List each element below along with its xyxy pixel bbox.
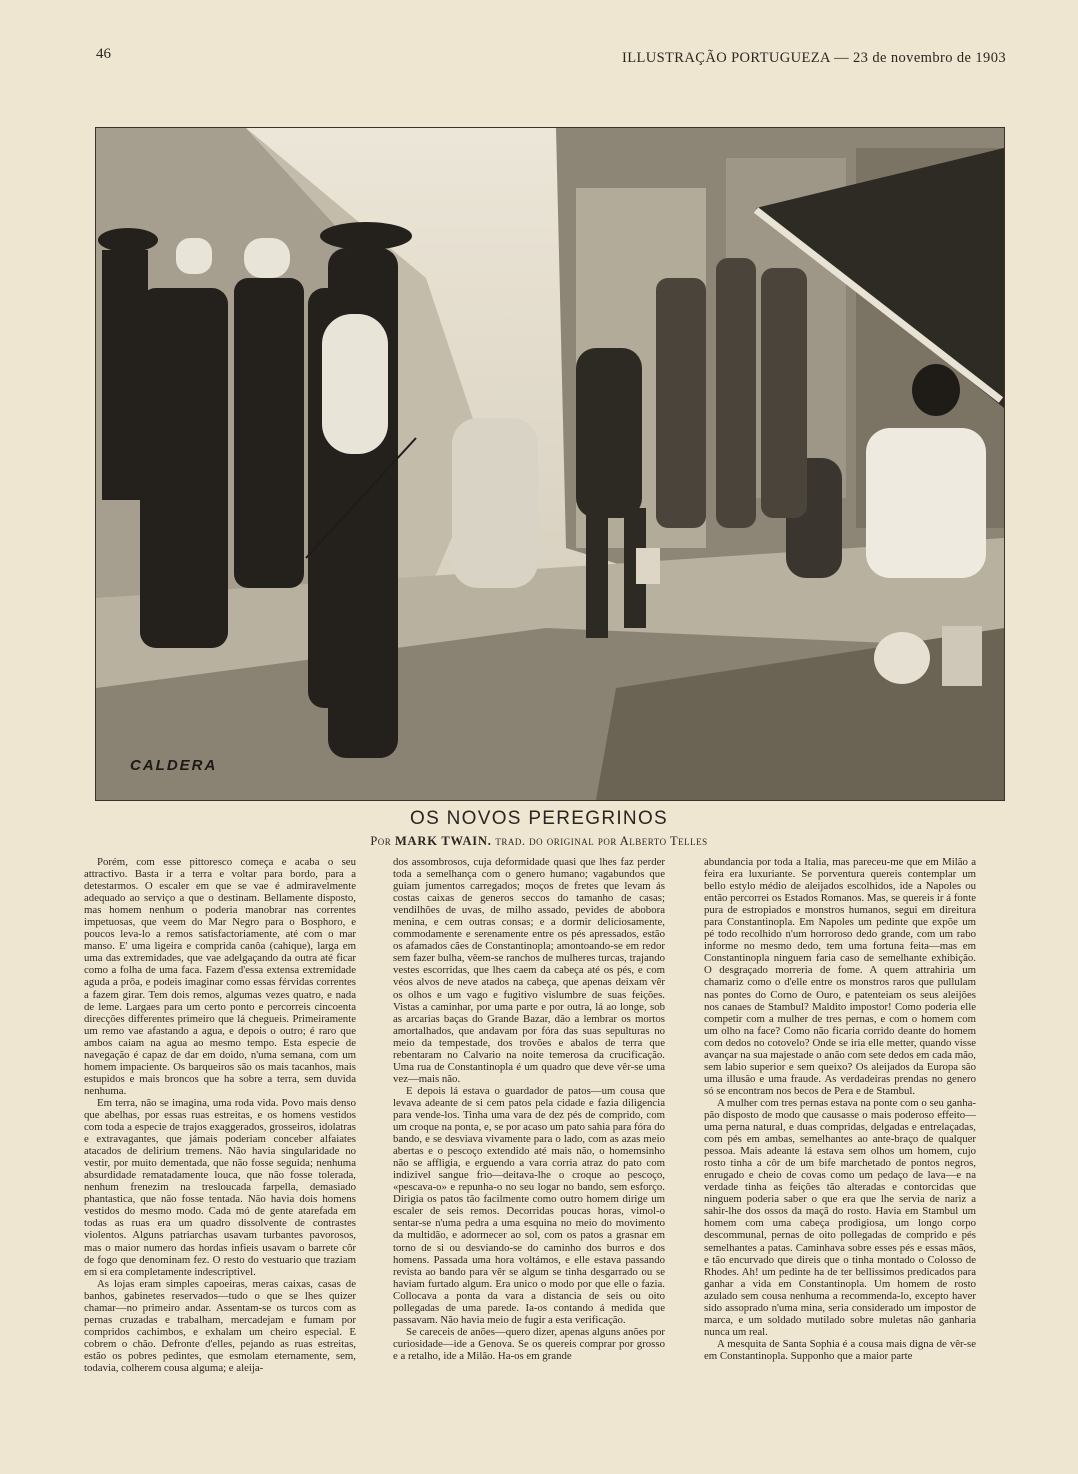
byline-translator: trad. do original por Alberto Telles (495, 834, 708, 848)
text-column-3 (704, 856, 976, 1456)
paragraph: dos assombrosos, cuja deformidade quasi que lhes faz perder toda a semelhança com o genero humano; vagabundos que guiam jumentos carregados; moços de fretes que levam ás costas caixas de generos seccos do tamanho de casas; vendilhões de uvas, de milho assado, pevides de abobora menina, e cem outras consas; e a dormir deliciosamente, commodamente e serenamente entre os pés apressados, estão os afamados cães de Constantinopla; amontoando-se em redor sem fazer bulha, vêem-se ranchos de mulheres turcas, trajando vestes escorridas, que lhes caem da cabeça até os pés, e com véos alvos de neve atados na cabeça, que apenas deixam vêr os olhos e um vago e fugitivo vislumbre de suas feições. Vistas a caminhar, por uma parte e por outra, lá ao longe, sob as arcarias baças do Grande Bazar, dão a lembrar os mortos amortalhados, que andavam por fóra das suas sepulturas no meio da tempestade, dos trovões e abalos de terra que rebentaram no Calvario na noite temerosa da crucificação. Uma rua de Constantinopla é um quadro que deve vêr-se uma vez—mais não. (393, 856, 665, 1085)
street-scene-engraving-icon (96, 128, 1004, 800)
text-column-1 (84, 856, 356, 1456)
text-column-2 (393, 856, 665, 1456)
artist-signature: CALDERA (130, 757, 218, 774)
paragraph: Em terra, não se imagina, uma roda vida. Povo mais denso que abelhas, por essas ruas estreitas, e os homens vestidos com toda a especie de trajos exaggerados, grosseiros, idolatras e extravagantes, que jámais poderiam conceber alfaiates atacados de delirium tremens. Não havia singularidade no vestir, por muito dementada, que não fosse seguida; nenhuma absurdidade rematadamente louca, que não fosse tolerada, nenhum frenezim na tresloucada farpella, demasiado phantastica, que não fosse tentada. Não havia dois homens vestidos do mesmo modo. Cada mó de gente atarefada em todas as ruas era um quadro dissolvente de contrastes violentos. Alguns patriarchas usavam turbantes pavorosos, mas o maior numero das hordas infieis usavam o barrete côr de fogo que denominam fez. O resto do vestuario que traziam em si era completamente indescriptivel. (84, 1096, 356, 1278)
paragraph: Porém, com esse pittoresco começa e acaba o seu attractivo. Basta ir a terra e voltar para bordo, para a detestarmos. O escaler em que se vae é admiravelmente adequado ao serviço a que o destinam. Bellamente disposto, mas homem nenhum o poderia manobrar nas correntes impetuosas, que veem do Mar Negro para o Bosphoro, e poucos leva-lo a remos satisfactoriamente, até com o mar manso. E' uma ligeira e comprida canôa (cahique), larga em uma das extremidades, que vae adelgaçando da outra até ficar como a folha de uma faca. Fazem d'essa extensa extremidade aguda a prôa, e podeis imaginar como essas férvidas correntes a fazem girar. Tem dois remos, algumas vezes quatro, e nada de leme. Largaes para um certo ponto e percorreis cincoenta direcções differentes primeiro que lá chegueis. Primeiramente um remo vae afastando a agua, e depois o outro; é raro que ambos caiam na agua ao mesmo tempo. Esta especie de navegação é capaz de dar em doido, n'uma semana, com um homem impaciente. Os barqueiros são os mais tacanhos, mais estupidos e mais broncos que ha sobre a terra, sem duvida nenhuma. (84, 856, 356, 1097)
byline (0, 834, 1078, 849)
article-title: OS NOVOS PEREGRINOS (409, 808, 669, 829)
illustration (95, 127, 1005, 801)
paragraph: A mesquita de Santa Sophia é a cousa mais digna de vêr-se em Constantinopla. Supponho que a maior parte (704, 1337, 976, 1362)
page-number: 46 (96, 46, 111, 62)
byline-prefix: Por (370, 834, 392, 848)
paragraph: Se careceis de anões—quero dizer, apenas alguns anões por curiosidade—ide a Genova. Se os quereis comprar por grosso e a retalho, ide a Milão. Ha-os em grande (393, 1325, 665, 1362)
running-head: ILLUSTRAÇÃO PORTUGUEZA — 23 de novembro de 1903 (621, 50, 1006, 66)
paragraph: abundancia por toda a Italia, mas pareceu-me que em Milão a feira era luxuriante. Se porventura quereis contemplar um bello estylo médio de aleijados escolhidos, ide a Napoles ou então percorrei os Estados Romanos. Mas, se quereis ir á fonte pura de estropiados e monstros humanos, segui em direitura para Constantinopla. Em Napoles um pedinte que expõe um pé todo recolhido n'um horroroso dedo grande, com um rabo informe no mesmo dedo, tem uma fortuna feita—mas em Constantinopla ninguem faria caso de semelhante exhibição. O desgraçado morreria de fome. A quem attrahiria um chamariz como o d'elle entre os monstros raros que pullulam nas pontes do Corno de Ouro, e patenteiam os seus aleijões nos canaes de Stambul? Maldito impostor! Como poderia elle competir com a mulher de tres pernas, e com o homem com um olho na face? Como não ficaria corrido deante do homem com dedos no cotovelo? Onde se iria elle metter, quando visse avançar na sua majestade o anão com sete dedos em cada mão, sem labio superior e sem queixo? Os aleijados da Europa são uma illusão e uma fraude. As verdadeiras prendas no genero só se encontram nos becos de Pera e de Stambul. (704, 856, 976, 1097)
paragraph: A mulher com tres pernas estava na ponte com o seu ganha-pão disposto de modo que causasse o mais poderoso effeito—uma perna natural, e duas compridas, delgadas e entrelaçadas, com pés em ambas, semelhantes ao ante-braço de qualquer pessoa. Mais adeante lá estava sem olhos um homem, cujo rosto tinha a côr de um bife marchetado de pontos negros, enrugado e cheio de covas como um pedaço de lava—e na verdade tinha as feições tão alteradas e contorcidas que ninguem poderia saber o que era que lhe servia de nariz a sahir-lhe dos ossos da maçã do rosto. Havia em Stambul um homem com uma cabeça prodigiosa, um longo corpo descommunal, pernas de oito pollegadas de comprido e pés semelhantes a patas. Caminhava sobre esses pés e essas mãos, e tão encurvado que direis que o tinha montado o Colosso de Rhodes. Ah! um pedinte ha de ter bellissimos predicados para ganhar a vida em Constantinopla. Um homem de rosto azulado sem cousa nenhuma a recommenda-lo, excepto haver sido assoprado n'uma mina, seria considerado um impostor de marca, e um soldado mutilado sobre muletas não ganharia nunca um real. (704, 1096, 976, 1338)
paragraph: As lojas eram simples capoeiras, meras caixas, casas de banhos, gabinetes reservados—tudo o que se lhes quizer chamar—no primeiro andar. Assentam-se os turcos com as pernas cruzadas e trabalham, mercadejam e fumam por compridos cachimbos, e exhalam um cheiro especial. E cobrem o chão. Defronte d'elles, pejando as ruas estreitas, estão os pobres pedintes, que esmolam eternamente, sem, todavia, colherem cousa alguma; e aleija- (84, 1277, 356, 1374)
paragraph: E depois lá estava o guardador de patos—um cousa que levava adeante de si cem patos pela cidade e fazia diligencia para vende-los. Tinha uma vara de dez pés de comprido, com um croque na ponta, e, se por acaso um pato sahia para fóra do bando, e se desviava vivamente para o lado, com as azas meio abertas e o pescoço extendido até mais não, o homemsinho não se affligia, e erguendo a vara corria atraz do pato com indizivel sangue frio—deitava-lhe o croque ao pescoço, «pescava-o» e repunha-o no seu logar no bando, sem esforço. Dirigia os patos tão facilmente como outro homem dirige um escaler de seis remos. Decorridas poucas horas, vimol-o sentar-se n'uma pedra a uma esquina no meio do movimento da multidão, e adormecer ao sol, com os patos a grasnar em torno de si ou desviando-se do caminho dos burros e dos homens. Passada uma hora voltámos, e elle estava passando revista ao bando para vêr se algum se tinha desgarrado ou se haviam furtado algum. Era unico o modo por que elle o fazia. Collocava a ponta da vara a distancia de seis ou oito pollegadas de uma parede. Ia-os contando á medida que passavam. Não havia meio de fugir a esta verificação. (393, 1084, 665, 1326)
author-name: MARK TWAIN. (394, 834, 492, 848)
